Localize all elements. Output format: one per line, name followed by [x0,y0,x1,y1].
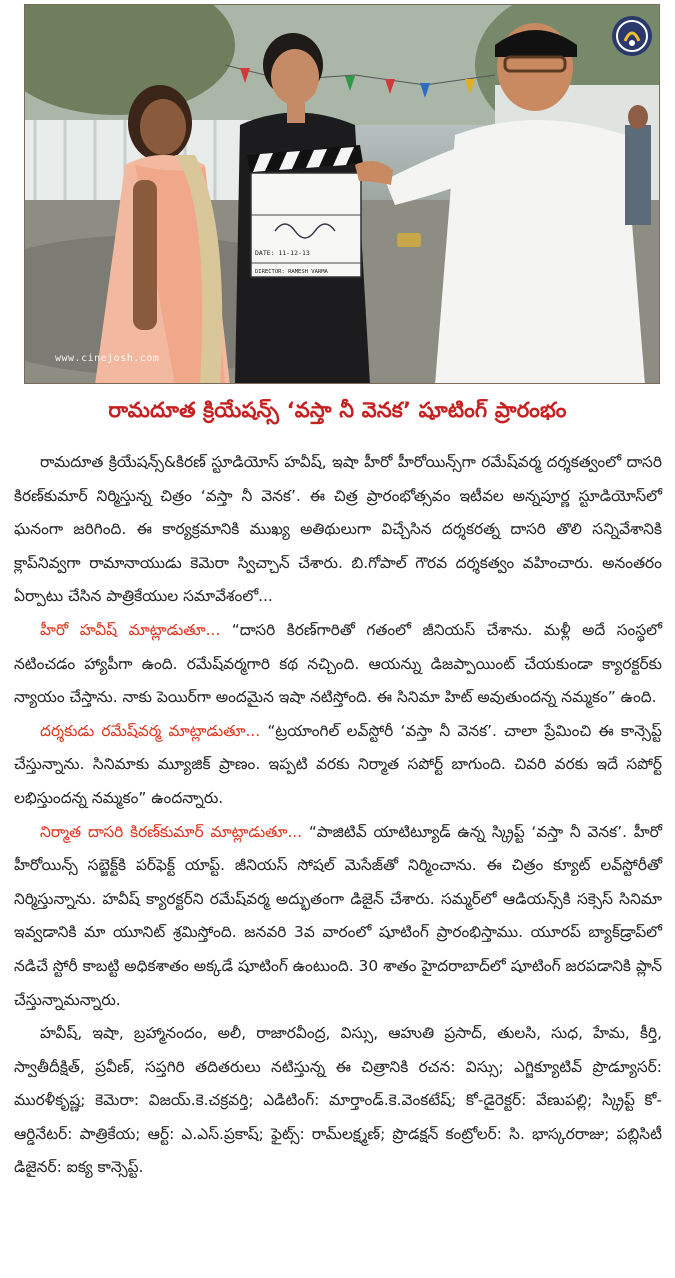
director-quote: “ట్రయాంగిల్ లవ్‌స్టోరీ ‘వస్తా నీ వెనక’. చాలా ప్రేమించి ఈ కాన్సెప్ట్ చేస్తున్నాను. సినిమాకు మ్యూజిక్ ప్రాణం. ఇప్పటి వరకు నిర్మాత సపోర్ట్ బాగుంది. చివరి వరకు ఇదే సపోర్ట్ లభిస్తుందన్న నమ్మకం” ఉందన్నారు. [14,721,662,807]
clapboard-date: DATE: 11-12-13 [255,249,310,257]
article-body [14,446,662,1185]
cinejosh-logo-icon [609,13,655,59]
clapboard [247,145,363,277]
producer-quote: “పాజిటివ్ యాటిట్యూడ్ ఉన్న స్క్రిప్ట్ ‘వస్తా నీ వెనక’. హీరో హీరోయిన్స్ సబ్జెక్ట్‌కి పర్‌ఫెక్ట్ యాప్ట్. జీనియస్ సోషల్ మెసేజ్‌తో నిర్మించాను. ఈ చిత్రం క్యూట్ లవ్‌స్టోరీతో నిర్మిస్తున్నాను. హవీష్ క్యారక్టర్‌ని రమేష్‌వర్మ అద్భుతంగా డిజైన్ చేశారు. సమ్మర్‌లో ఆడియన్స్‌కి సక్సెస్ సినిమా ఇవ్వడానికి మా యూనిట్ శ్రమిస్తోంది. జనవరి 3వ వారంలో షూటింగ్ ప్రారంభిస్తాము. యూరప్ బ్యాక్‌డ్రాప్‌లో నడిచే స్టోరీ కాబట్టి అధికశాతం అక్కడే షూటింగ్ ఉంటుంది. 30 శాతం హైదరాబాద్‌లో షూటింగ్ జరపడానికి ప్లాన్ చేస్తున్నామన్నారు. [14,822,662,1009]
headline: రామదూత క్రియేషన్స్ ‘వస్తా నీ వెనక’ షూటింగ్ ప్రారంభం [108,398,567,422]
event-photo [24,4,660,384]
director-paragraph [14,715,662,816]
director-speaker: దర్శకుడు రమేష్‌వర్మ మాట్లాడుతూ... [40,721,261,740]
clapboard-director: DIRECTOR: RAMESH VARMA [255,269,328,275]
hero-paragraph [14,614,662,715]
producer-paragraph [14,816,662,1018]
photo-scene [25,5,660,384]
producer-speaker: నిర్మాత దాసరి కిరణ్‌కుమార్ మాట్లాడుతూ... [40,822,303,841]
intro-paragraph: రామదూత క్రియేషన్స్&కిరణ్ స్టూడియోస్ హవీష్, ఇషా హీరో హీరోయిన్స్‌గా రమేష్‌వర్మ దర్శకత్వంలో దాసరి కిరణ్‌కుమార్ నిర్మిస్తున్న చిత్రం ‘వస్తా నీ వెనక’. ఈ చిత్ర ప్రారంభోత్సవం ఇటీవల అన్నపూర్ణ స్టూడియోస్‌లో ఘనంగా జరిగింది. ఈ కార్యక్రమానికి ముఖ్య అతిథులుగా విచ్చేసిన దర్శకరత్న దాసరి తొలి సన్నివేశానికి క్లాప్‌నివ్వగా రామానాయుడు కెమెరా స్విచ్చాన్ చేశారు. బి.గోపాల్ గౌరవ దర్శకత్వం వహించారు. అనంతరం ఏర్పాటు చేసిన పాత్రికేయుల సమావేశంలో... [14,453,662,606]
hero-speaker: హీరో హవీష్ మాట్లాడుతూ... [40,620,221,639]
photo-watermark: www.cinejosh.com [55,353,160,364]
hero-quote: “దాసరి కిరణ్‌గారితో గతంలో జీనియస్ చేశాను. మళ్లీ అదే సంస్థలో నటించడం హ్యాపీగా ఉంది. రమేష్‌వర్మగారి కథ నచ్చింది. ఆయన్ను డిజప్పాయింట్ చేయకుండా క్యారక్టర్‌కు న్యాయం చేస్తాను. నాకు పెయిర్‌గా అందమైన ఇషా నటిస్తోంది. ఈ సినిమా హిట్ అవుతుందన్న నమ్మకం” ఉంది. [14,620,663,707]
credits-paragraph: హవీష్, ఇషా, బ్రహ్మానందం, అలీ, రాజారవీంద్ర, విస్సు, ఆహుతి ప్రసాద్, తులసి, సుధ, హేమ, కీర్తి, స్వాతీదీక్షిత్, ప్రవీణ్, సప్తగిరి తదితరులు నటిస్తున్న ఈ చిత్రానికి రచన: విస్సు; ఎగ్జిక్యూటివ్ ప్రొడ్యూసర్: మురళీకృష్ణ; కెమెరా: విజయ్.కె.చక్రవర్తి; ఎడిటింగ్: మార్తాండ్.కె.వెంకటేష్; కో-డైరెక్టర్: వేణుపల్లి; స్క్రిప్ట్ కో-ఆర్డినేటర్: పాత్రికేయ; ఆర్ట్: ఎ.ఎస్.ప్రకాష్; ఫైట్స్: రామ్‌లక్ష్మణ్; ప్రొడక్షన్ కంట్రోలర్: సి. భాస్కరరాజు; పబ్లిసిటీ డిజైనర్: ఐక్య కాన్సెప్ట్. [14,1024,662,1177]
